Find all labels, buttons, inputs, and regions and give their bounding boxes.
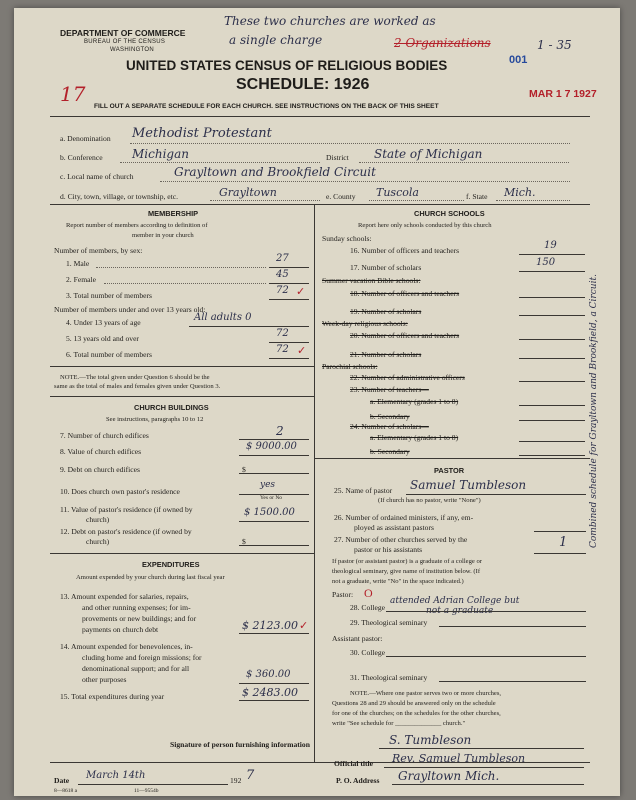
q20-answer-line <box>519 339 585 340</box>
q24b-label: b. Secondary <box>370 447 410 456</box>
signature-line <box>379 748 584 749</box>
q13-label-4: payments on church debt <box>82 625 159 634</box>
city-label: WASHINGTON <box>110 47 155 53</box>
census-schedule-form <box>14 8 620 796</box>
q12-label-1: 12. Debt on pastor's residence (if owned by <box>60 527 192 536</box>
pastor-note-1: NOTE.—Where one pastor serves two or more churches, <box>350 690 502 697</box>
city-town-value: Grayltown <box>219 186 277 199</box>
local-name-line <box>160 181 570 182</box>
q11-label-2: church) <box>86 515 110 524</box>
age-intro-label: Number of members under and over 13 years old: <box>54 305 206 314</box>
header-rule <box>50 116 590 117</box>
buildings-heading: CHURCH BUILDINGS <box>134 403 209 412</box>
column-divider <box>314 204 315 762</box>
q6-answer-line <box>269 358 309 359</box>
q22-answer-line <box>519 381 585 382</box>
q11-label-1: 11. Value of pastor's residence (if owned by <box>60 505 193 514</box>
year-digit: 7 <box>246 768 255 783</box>
schools-heading: CHURCH SCHOOLS <box>414 209 485 218</box>
q24-label: 24. Number of scholars— <box>350 422 429 431</box>
sunday-schools-label: Sunday schools: <box>322 234 372 243</box>
pastor-note-4: write "See schedule for ______________ church." <box>332 720 466 727</box>
q24a-label: a. Elementary (grades 1 to 8) <box>370 433 459 442</box>
q28-answer-line <box>386 611 586 612</box>
parochial-schools-label: Parochial schools: <box>322 362 378 371</box>
q14-label-4: other purposes <box>82 675 127 684</box>
date-label: Date <box>54 776 70 785</box>
state-line <box>496 200 570 201</box>
q3-total-label: 3. Total number of members <box>66 291 153 300</box>
q2-female-value: 45 <box>276 269 289 280</box>
pastor-note-3: for one of the churches; on the schedules for the other churches, <box>332 710 501 717</box>
q14-label-2: cluding home and foreign missions; for <box>82 653 202 662</box>
q11-answer-line <box>239 521 309 522</box>
q27-answer-line <box>534 553 586 554</box>
q18-answer-line <box>519 297 585 298</box>
q27-label-2: pastor or his assistants <box>354 545 423 554</box>
q6-total-value: 72 <box>276 344 289 355</box>
q8-answer-line <box>239 455 309 456</box>
q7-value: 2 <box>276 424 284 438</box>
membership-note-rule <box>50 396 314 397</box>
blue-stamp-code: 001 <box>509 54 528 66</box>
expenditures-intro: Amount expended by your church during last fiscal year <box>76 574 225 581</box>
q15-label: 15. Total expenditures during year <box>60 692 165 701</box>
year-prefix: 192 <box>230 776 242 785</box>
q13-check-mark: ✓ <box>299 620 309 632</box>
instruction-line: FILL OUT A SEPARATE SCHEDULE FOR EACH CHURCH. SEE INSTRUCTIONS ON THE BACK OF THIS SHEET <box>94 103 439 110</box>
q6-total-label: 6. Total number of members <box>66 350 153 359</box>
denomination-line <box>130 143 570 144</box>
q25-value: Samuel Tumbleson <box>410 478 527 492</box>
q31-label: 31. Theological seminary <box>350 673 428 682</box>
q3-total-value: 72 <box>276 285 289 296</box>
membership-bottom-rule <box>50 366 314 367</box>
q14-label-3: denominational support; and for all <box>82 664 190 673</box>
department-label: DEPARTMENT OF COMMERCE <box>60 28 186 38</box>
received-date-stamp: MAR 1 7 1927 <box>529 88 597 100</box>
q27-value: 1 <box>559 535 568 550</box>
q17-label: 17. Number of scholars <box>350 263 422 272</box>
sections-top-rule <box>50 204 590 205</box>
conference-value: Michigan <box>132 147 189 161</box>
date-line <box>78 784 228 785</box>
q14-answer-line <box>239 683 309 684</box>
bureau-label: BUREAU OF THE CENSUS <box>84 39 166 45</box>
q10-label: 10. Does church own pastor's residence <box>60 487 180 496</box>
q23b-answer-line <box>519 420 585 421</box>
q2-answer-line <box>269 283 309 284</box>
county-line <box>369 200 464 201</box>
pastor-heading: PASTOR <box>434 466 465 475</box>
q25-label: 25. Name of pastor <box>334 486 393 495</box>
q24b-answer-line <box>519 455 585 456</box>
q16-value: 19 <box>544 240 557 251</box>
q23-label: 23. Number of teachers— <box>350 385 429 394</box>
by-sex-label: Number of members, by sex: <box>54 246 143 255</box>
code-number: 1 - 35 <box>537 38 572 52</box>
membership-heading: MEMBERSHIP <box>148 209 199 218</box>
state-label: f. State <box>466 192 488 201</box>
q26-answer-line <box>534 531 586 532</box>
organizations-note: 2 Organizations <box>394 36 491 50</box>
po-address-line <box>392 784 584 785</box>
q24a-answer-line <box>519 441 585 442</box>
form-code-2: 11—9554b <box>134 788 159 794</box>
q11-value: $ 1500.00 <box>244 507 295 518</box>
pastor-sub-label: Pastor: <box>332 590 354 599</box>
district-value: State of Michigan <box>374 147 483 161</box>
q9-answer-line <box>239 473 309 474</box>
local-name-value: Grayltown and Brookfield Circuit <box>174 165 376 179</box>
q9-label: 9. Debt on church edifices <box>60 465 140 474</box>
q10-hint: Yes or No <box>260 495 283 501</box>
assistant-pastor-label: Assistant pastor: <box>332 634 383 643</box>
schools-intro: Report here only schools conducted by this church <box>358 222 492 229</box>
county-value: Tuscola <box>376 186 419 199</box>
q10-value: yes <box>260 480 276 490</box>
q14-value: $ 360.00 <box>246 669 291 680</box>
handwritten-note-line2: a single charge <box>229 33 323 47</box>
q3-check-mark: ✓ <box>296 286 306 298</box>
q28-value: attended Adrian College but <box>390 596 520 606</box>
q17-answer-line <box>519 271 585 272</box>
q7-label: 7. Number of church edifices <box>60 431 149 440</box>
official-title-line <box>384 767 584 768</box>
q15-answer-line <box>239 700 309 701</box>
pastor-red-mark: O <box>364 586 373 600</box>
handwritten-note-line1: These two churches are worked as <box>224 14 436 28</box>
q1-dotted-leader <box>96 267 266 268</box>
q23a-label: a. Elementary (grades 1 to 8) <box>370 397 459 406</box>
po-address-value: Grayltown Mich. <box>398 769 500 783</box>
schedule-title: SCHEDULE: 1926 <box>236 76 370 93</box>
q23a-answer-line <box>519 405 585 406</box>
q29-label: 29. Theological seminary <box>350 618 428 627</box>
form-code: 8—8618 a <box>54 788 78 794</box>
q17-value: 150 <box>536 257 556 268</box>
graduate-note-1: If pastor (or assistant pastor) is a graduate of a college or <box>332 558 482 565</box>
q25-hint: (If church has no pastor, write "None") <box>378 497 481 504</box>
membership-note-2: same as the total of males and females given under Question 3. <box>54 383 221 390</box>
q4-under13-value: All adults 0 <box>194 312 252 323</box>
q21-answer-line <box>519 358 585 359</box>
q4-answer-line <box>189 326 309 327</box>
q28-label: 28. College <box>350 603 386 612</box>
q13-label-2: and other running expenses; for im- <box>82 603 191 612</box>
state-value: Mich. <box>504 186 536 199</box>
q15-value: $ 2483.00 <box>242 686 298 699</box>
q25-answer-line <box>406 494 586 495</box>
q30-label: 30. College <box>350 648 386 657</box>
denomination-label: a. Denomination <box>60 134 111 143</box>
graduate-note-3: not a graduate, write "No" in the space indicated.) <box>332 578 464 585</box>
conference-label: b. Conference <box>60 153 103 162</box>
q16-label: 16. Number of officers and teachers <box>350 246 460 255</box>
q20-label: 20. Number of officers and teachers <box>350 331 460 340</box>
membership-intro-1: Report number of members according to definition of <box>66 222 208 229</box>
q12-value: $ <box>242 537 246 546</box>
q23b-label: b. Secondary <box>370 412 410 421</box>
q8-label: 8. Value of church edifices <box>60 447 142 456</box>
denomination-value: Methodist Protestant <box>132 126 272 141</box>
q21-label: 21. Number of scholars <box>350 350 422 359</box>
q1-answer-line <box>269 267 309 268</box>
q3-answer-line <box>269 299 309 300</box>
q2-female-label: 2. Female <box>66 275 96 284</box>
q2-dotted-leader <box>104 283 266 284</box>
q5-over13-value: 72 <box>276 328 289 339</box>
q19-answer-line <box>519 315 585 316</box>
summer-schools-label: Summer vacation Bible schools: <box>322 276 421 285</box>
schools-bottom-rule <box>314 458 590 459</box>
po-address-label: P. O. Address <box>336 776 380 785</box>
date-value: March 14th <box>86 770 146 781</box>
q6-check-mark: ✓ <box>297 345 307 357</box>
q29-answer-line <box>439 626 586 627</box>
county-label: e. County <box>326 192 356 201</box>
membership-intro-2: member in your church <box>132 232 194 239</box>
pastor-note-2: Questions 28 and 29 should be answered only on the schedule <box>332 700 496 707</box>
q16-answer-line <box>519 254 585 255</box>
district-label: District <box>326 153 349 162</box>
q27-label-1: 27. Number of other churches served by the <box>334 535 468 544</box>
q13-value: $ 2123.00 <box>242 619 298 632</box>
q1-male-value: 27 <box>276 253 289 264</box>
official-title-value: Rev. Samuel Tumbleson <box>392 752 526 765</box>
q26-label-1: 26. Number of ordained ministers, if any, em- <box>334 513 474 522</box>
q31-answer-line <box>439 681 586 682</box>
city-town-label: d. City, town, village, or township, etc. <box>60 192 179 201</box>
q13-answer-line <box>239 633 309 634</box>
form-title: UNITED STATES CENSUS OF RELIGIOUS BODIES <box>126 58 448 73</box>
local-name-label: c. Local name of church <box>60 172 134 181</box>
q26-label-2: ployed as assistant pastors <box>354 523 434 532</box>
red-number: 17 <box>60 82 86 106</box>
q13-label-3: provements or new buildings; and for <box>82 614 197 623</box>
q12-label-2: church) <box>86 537 110 546</box>
buildings-intro: See instructions, paragraphs 10 to 12 <box>106 416 204 423</box>
q7-answer-line <box>239 439 309 440</box>
official-title-label: Official title <box>334 759 374 768</box>
weekday-schools-label: Week-day religious schools: <box>322 319 408 328</box>
side-handwritten-note: Combined schedule for Grayltown and Brookfield, a Circuit. <box>589 274 599 548</box>
q22-label: 22. Number of administrative officers <box>350 373 465 382</box>
district-line <box>359 162 569 163</box>
signature-label: Signature of person furnishing information <box>170 740 310 749</box>
membership-note-1: NOTE.—The total given under Question 6 should be the <box>60 374 210 381</box>
q5-over13-label: 5. 13 years old and over <box>66 334 139 343</box>
q1-male-label: 1. Male <box>66 259 90 268</box>
q4-under13-label: 4. Under 13 years of age <box>66 318 141 327</box>
expenditures-heading: EXPENDITURES <box>142 560 200 569</box>
q9-value: $ <box>242 465 246 474</box>
buildings-bottom-rule <box>50 553 314 554</box>
q5-answer-line <box>269 342 309 343</box>
q8-value: $ 9000.00 <box>246 441 297 452</box>
q19-label: 19. Number of scholars <box>350 307 422 316</box>
q13-label-1: 13. Amount expended for salaries, repairs, <box>60 592 189 601</box>
q30-answer-line <box>386 656 586 657</box>
q18-label: 18. Number of officers and teachers <box>350 289 460 298</box>
conference-line <box>120 162 320 163</box>
q12-answer-line <box>239 545 309 546</box>
q14-label-1: 14. Amount expended for benevolences, in- <box>60 642 193 651</box>
q28-value-2: not a graduate <box>426 606 494 616</box>
graduate-note-2: theological seminary, give name of institution below. (If <box>332 568 481 575</box>
signature-value: S. Tumbleson <box>389 733 472 747</box>
city-town-line <box>210 200 320 201</box>
